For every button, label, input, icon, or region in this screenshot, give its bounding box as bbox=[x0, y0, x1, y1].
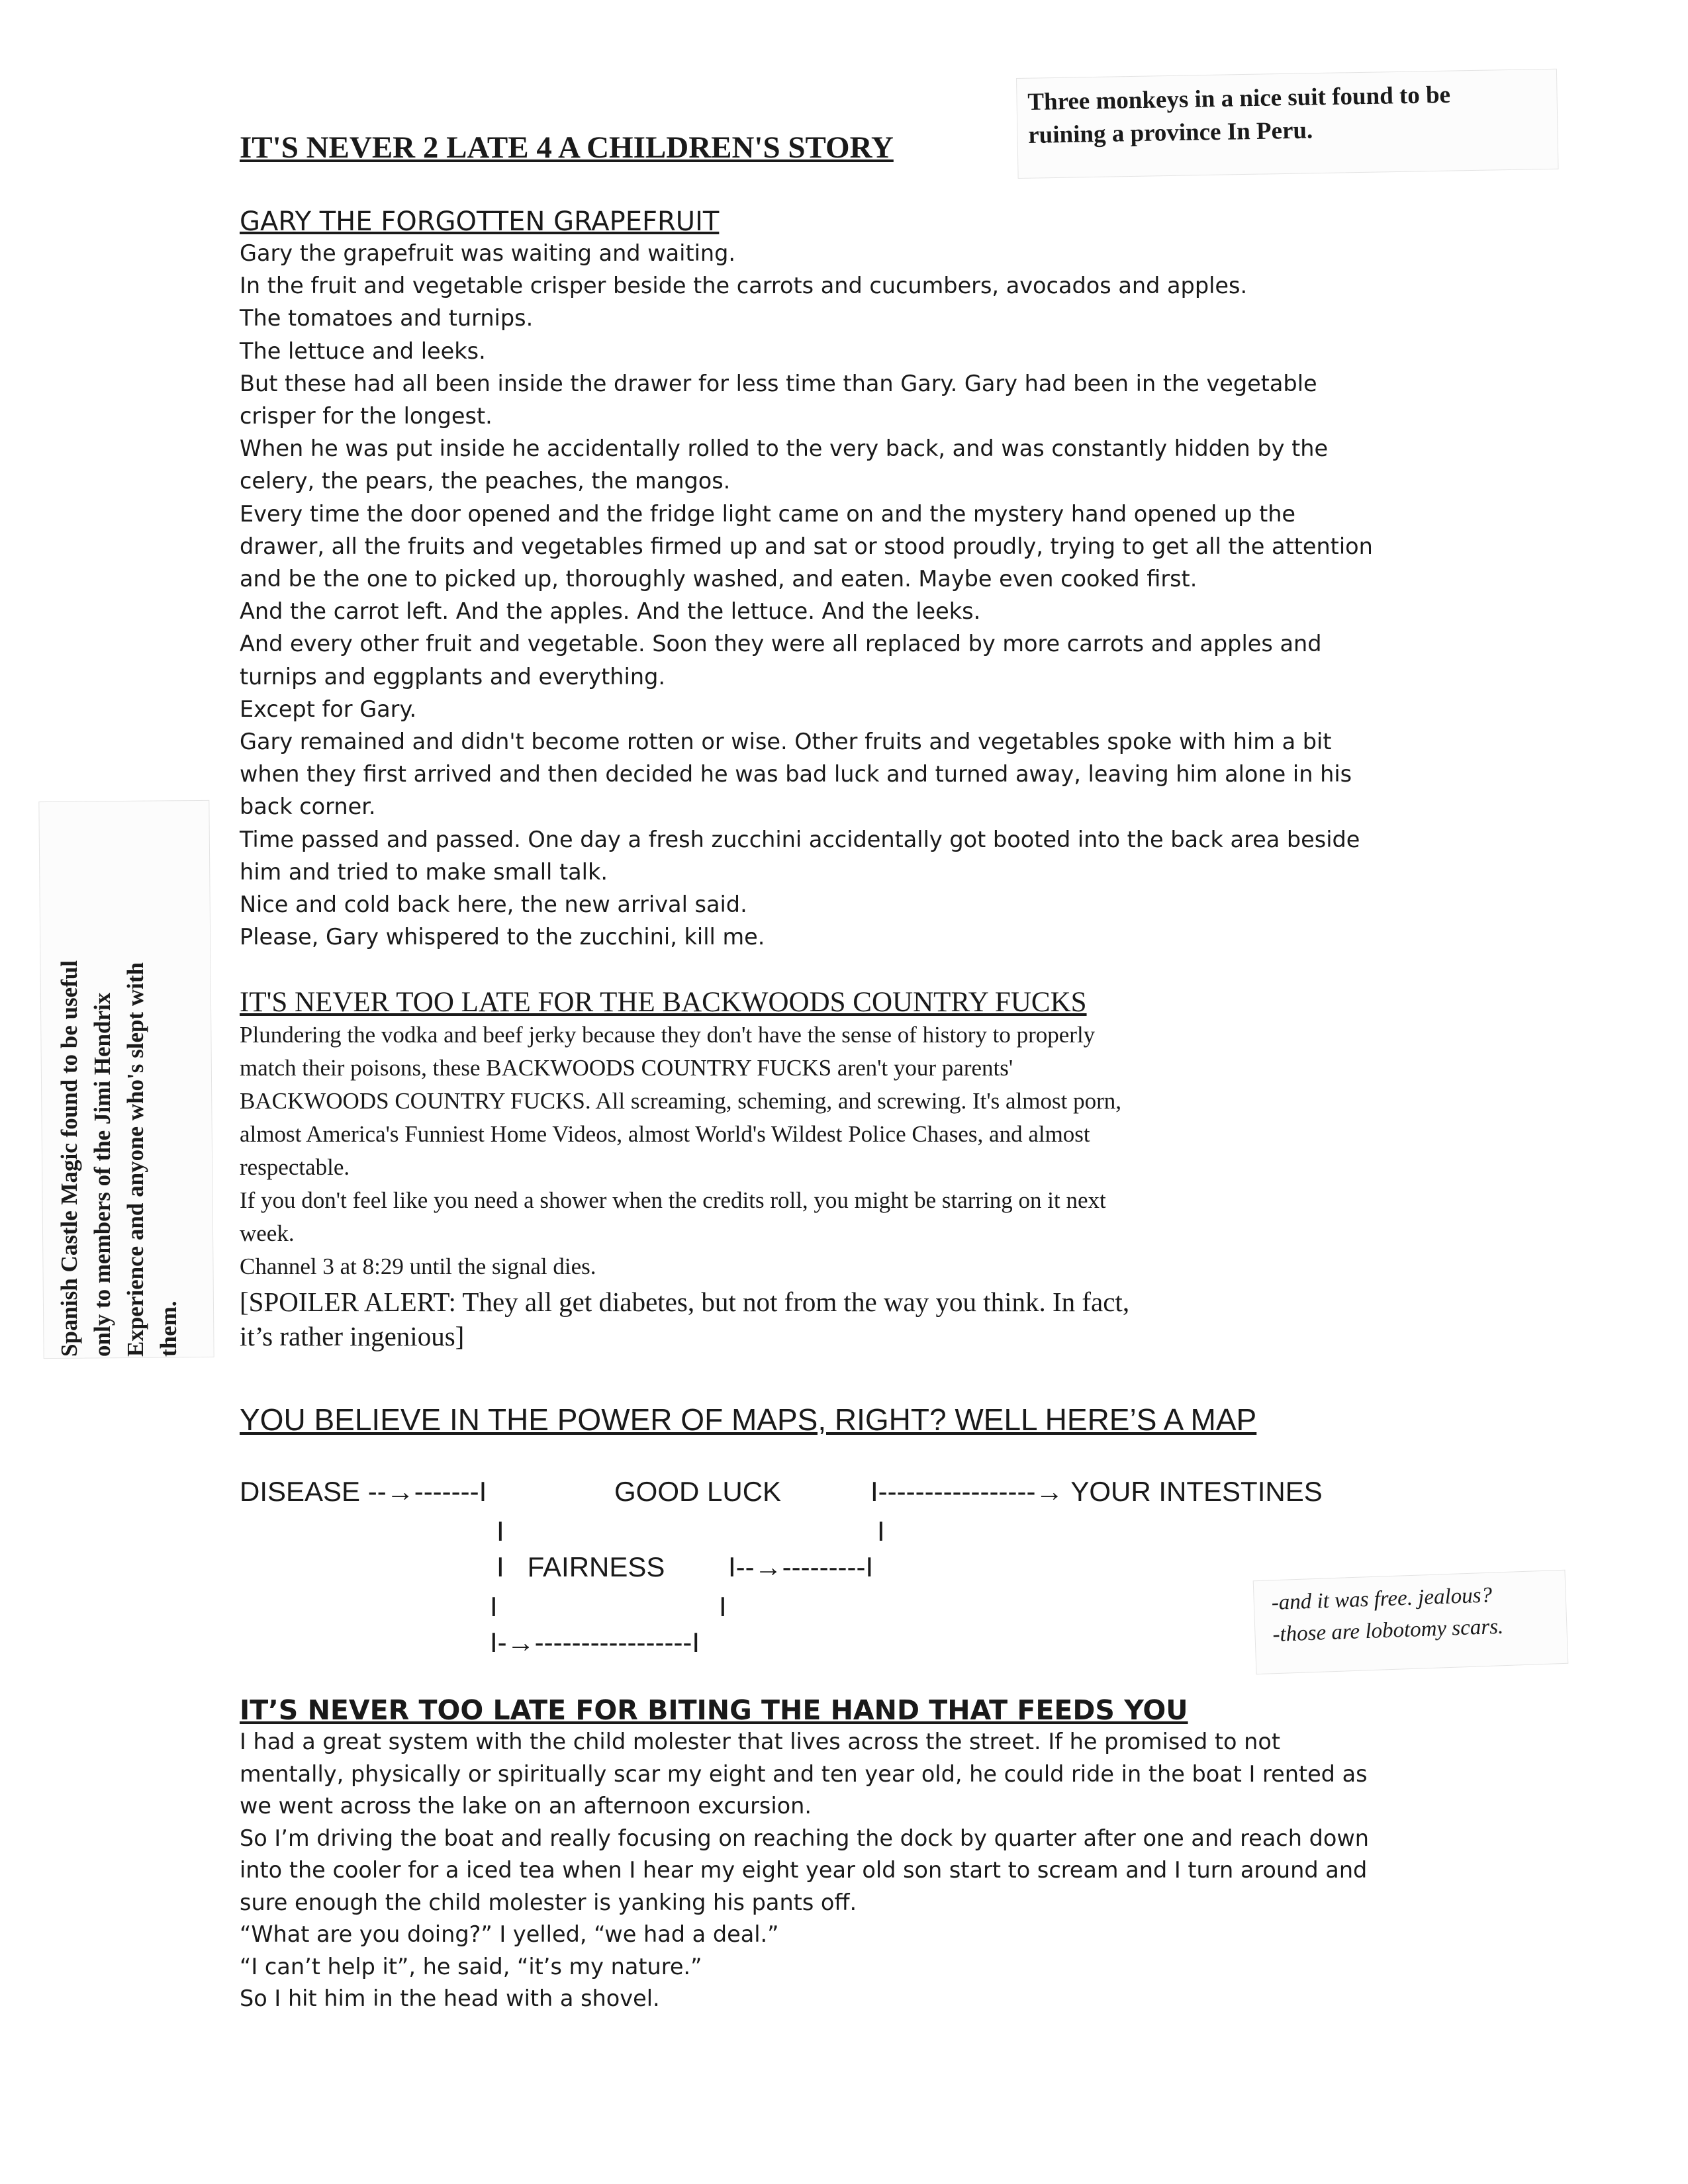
body-line: Please, Gary whispered to the zucchini, kill me. bbox=[240, 924, 765, 950]
page-title: IT'S NEVER 2 LATE 4 A CHILDREN'S STORY bbox=[240, 130, 894, 165]
body-line: turnips and eggplants and everything. bbox=[240, 663, 665, 690]
side-clipping-line: them. bbox=[156, 1300, 181, 1357]
section-body bbox=[240, 1726, 1444, 2015]
spoiler-alert bbox=[240, 1285, 1444, 1353]
body-line: Except for Gary. bbox=[240, 696, 417, 722]
body-line: crisper for the longest. bbox=[240, 403, 492, 430]
section-heading: IT'S NEVER TOO LATE FOR THE BACKWOODS COUNTRY FUCKS bbox=[240, 987, 1087, 1018]
body-line: And the carrot left. And the apples. And the lettuce. And the leeks. bbox=[240, 598, 981, 625]
scar-clipping-line: -those are lobotomy scars. bbox=[1272, 1614, 1504, 1647]
body-line: back corner. bbox=[240, 794, 376, 820]
body-line: The tomatoes and turnips. bbox=[240, 305, 534, 332]
body-line: Nice and cold back here, the new arrival said. bbox=[240, 891, 747, 918]
scar-clipping-text bbox=[1271, 1576, 1577, 1651]
body-line: week. bbox=[240, 1220, 295, 1246]
scar-clipping-line: -and it was free. jealous? bbox=[1271, 1583, 1493, 1615]
spoiler-line: it’s rather ingenious] bbox=[240, 1321, 465, 1351]
side-clipping-line: Experience and anyone who's slept with bbox=[122, 962, 148, 1357]
section-body bbox=[240, 1019, 1444, 1353]
story-biting-hand bbox=[240, 1694, 1444, 2015]
map-intestines: I-----------------→ YOUR INTESTINES bbox=[870, 1476, 1323, 1507]
map-bar: I bbox=[877, 1516, 885, 1547]
side-clipping-line: only to members of the Jimi Hendrix bbox=[89, 992, 115, 1357]
top-clipping-text bbox=[1027, 77, 1558, 152]
map-good-luck: GOOD LUCK bbox=[614, 1476, 782, 1507]
body-line: drawer, all the fruits and vegetables firmed up and sat or stood proudly, trying to get all the attention bbox=[240, 533, 1373, 559]
body-line: celery, the pears, the peaches, the mangos. bbox=[240, 468, 731, 494]
map-fairness-arrow: I--→---------I bbox=[728, 1551, 874, 1582]
side-clipping-line: Spanish Castle Magic found to be useful bbox=[56, 960, 82, 1357]
story-gary bbox=[240, 206, 1444, 953]
body-line: BACKWOODS COUNTRY FUCKS. All screaming, scheming, and screwing. It's almost porn, bbox=[240, 1088, 1122, 1114]
body-line: So I’m driving the boat and really focusing on reaching the dock by quarter after one and reach down bbox=[240, 1825, 1369, 1851]
body-line: In the fruit and vegetable crisper beside the carrots and cucumbers, avocados and apples. bbox=[240, 273, 1248, 299]
body-line: “What are you doing?” I yelled, “we had a deal.” bbox=[240, 1921, 779, 1947]
body-line: him and tried to make small talk. bbox=[240, 858, 608, 885]
body-line: If you don't feel like you need a shower when the credits roll, you might be starring on it next bbox=[240, 1187, 1106, 1213]
body-line: mentally, physically or spiritually scar my eight and ten year old, he could ride in the boat I rented as bbox=[240, 1760, 1368, 1787]
body-line: into the cooler for a iced tea when I hear my eight year old son start to scream and I turn around and bbox=[240, 1857, 1368, 1883]
body-line: match their poisons, these BACKWOODS COUNTRY FUCKS aren't your parents' bbox=[240, 1055, 1013, 1081]
section-body bbox=[240, 237, 1444, 953]
body-line: and be the one to picked up, thoroughly washed, and eaten. Maybe even cooked first. bbox=[240, 566, 1197, 592]
body-line: The lettuce and leeks. bbox=[240, 338, 486, 364]
body-line: we went across the lake on an afternoon excursion. bbox=[240, 1793, 812, 1819]
body-line: Gary the grapefruit was waiting and waiting. bbox=[240, 240, 736, 266]
map-fairness: I FAIRNESS bbox=[496, 1551, 665, 1582]
body-line: When he was put inside he accidentally rolled to the very back, and was constantly hidden by the bbox=[240, 435, 1329, 462]
body-line: respectable. bbox=[240, 1154, 350, 1180]
body-line: Plundering the vodka and beef jerky because they don't have the sense of history to properly bbox=[240, 1022, 1096, 1048]
body-line: Time passed and passed. One day a fresh zucchini accidentally got booted into the back area beside bbox=[240, 826, 1360, 852]
section-heading: IT’S NEVER TOO LATE FOR BITING THE HAND THAT FEEDS YOU bbox=[240, 1694, 1188, 1726]
map-disease: DISEASE --→-------I bbox=[240, 1476, 487, 1507]
map-heading: YOU BELIEVE IN THE POWER OF MAPS, RIGHT? WELL HERE’S A MAP bbox=[240, 1402, 1257, 1437]
spoiler-line: [SPOILER ALERT: They all get diabetes, but not from the way you think. In fact, bbox=[240, 1287, 1130, 1317]
body-line: almost America's Funniest Home Videos, almost World's Wildest Police Chases, and almost bbox=[240, 1121, 1090, 1147]
top-clipping-line: ruining a province In Peru. bbox=[1027, 116, 1313, 149]
body-line: “I can’t help it”, he said, “it’s my nature.” bbox=[240, 1953, 702, 1979]
story-backwoods bbox=[240, 986, 1444, 1353]
body-line: Every time the door opened and the fridge light came on and the mystery hand opened up the bbox=[240, 500, 1296, 527]
map-bar: I bbox=[490, 1591, 498, 1622]
map-bar: I bbox=[496, 1516, 504, 1547]
side-clipping-text bbox=[53, 801, 199, 1357]
top-clipping-line: Three monkeys in a nice suit found to be bbox=[1027, 81, 1451, 116]
body-line: Channel 3 at 8:29 until the signal dies. bbox=[240, 1253, 596, 1279]
map-bottom-arrow: I-→-----------------I bbox=[490, 1627, 700, 1658]
body-line: when they first arrived and then decided he was bad luck and turned away, leaving him alone in his bbox=[240, 761, 1352, 788]
map-bar: I bbox=[719, 1591, 727, 1622]
body-line: But these had all been inside the drawer for less time than Gary. Gary had been in the vegetable bbox=[240, 370, 1317, 396]
body-line: sure enough the child molester is yanking his pants off. bbox=[240, 1889, 857, 1915]
body-line: And every other fruit and vegetable. Soon they were all replaced by more carrots and apples and bbox=[240, 631, 1322, 657]
body-line: Gary remained and didn't become rotten or wise. Other fruits and vegetables spoke with him a bit bbox=[240, 729, 1332, 755]
body-line: I had a great system with the child molester that lives across the street. If he promised to not bbox=[240, 1729, 1280, 1754]
body-line: So I hit him in the head with a shovel. bbox=[240, 1985, 660, 2011]
section-heading: GARY THE FORGOTTEN GRAPEFRUIT bbox=[240, 206, 720, 237]
